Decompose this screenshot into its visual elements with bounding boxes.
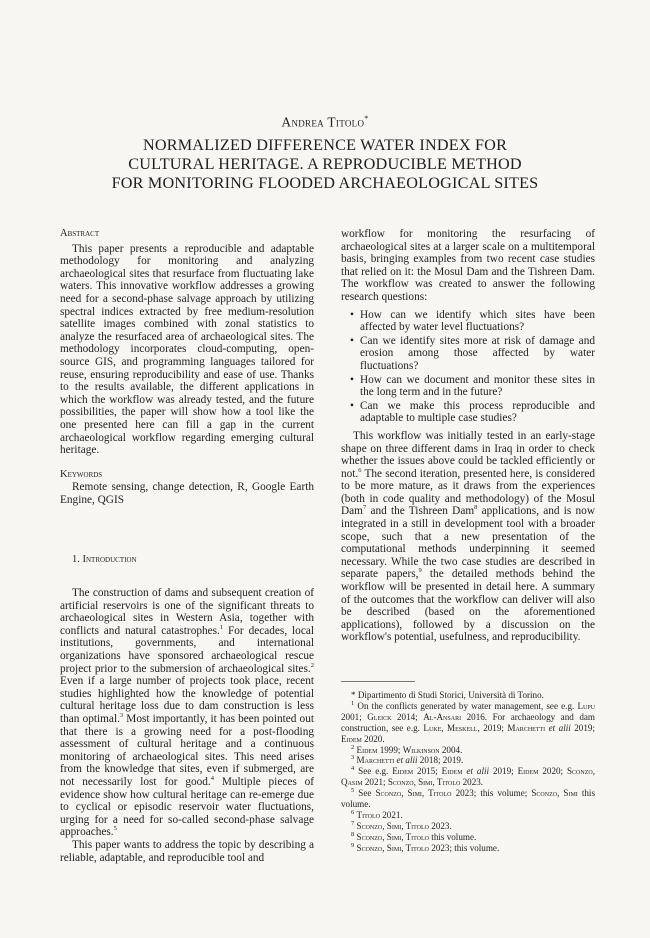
footnote-3 bbox=[341, 755, 595, 766]
cited-author: Titolo bbox=[356, 809, 380, 820]
left-column bbox=[60, 228, 314, 864]
footnote-text: 2016. For archaeology and dam construction, see e.g. bbox=[341, 711, 595, 733]
cited-author: Sconzo, Simi, Titolo bbox=[356, 820, 430, 831]
footnote-ref-7[interactable]: 7 bbox=[362, 504, 367, 512]
footnote-number: 3 bbox=[351, 754, 355, 762]
author-footnote-mark: * bbox=[364, 114, 369, 123]
footnote-5 bbox=[341, 788, 595, 810]
cited-author: Sconzo, Simi bbox=[531, 788, 578, 799]
cited-author: Lupu bbox=[577, 700, 595, 711]
intro-p3-text-3: and the Tishreen Dam bbox=[366, 505, 475, 518]
cited-author: Sconzo, Simi, Titolo bbox=[356, 842, 430, 853]
footnote-text: 2001; bbox=[341, 711, 368, 722]
footnote-number: 7 bbox=[351, 819, 355, 827]
keywords-heading: Keywords bbox=[60, 468, 103, 480]
intro-paragraph-1 bbox=[60, 587, 314, 839]
cited-author: Sconzo, Simi, Titolo bbox=[375, 788, 452, 799]
footnote-italic: et alii bbox=[545, 722, 571, 733]
footnote-9 bbox=[341, 843, 595, 854]
keywords-text: Remote sensing, change detection, R, Google Earth Engine, QGIS bbox=[60, 481, 314, 506]
intro-p1-text-5: Multiple pieces of evidence show how cultural heritage can re-emerge due to cyclical or episodic reservoir water fluctuations, urging for a need for so-called second-phase salvage approaches. bbox=[60, 775, 314, 839]
cited-author: Eidem bbox=[392, 766, 414, 777]
cited-author: Eidem bbox=[356, 744, 378, 755]
intro-p3-text-1: This workflow was initially tested in an early-stage shape on three different dams in Iraq in order to check whether the issues above could be tackled efficiently or not. bbox=[341, 429, 595, 480]
footnotes bbox=[341, 690, 595, 854]
intro-paragraph-3 bbox=[341, 430, 595, 644]
footnote-text: 1999; bbox=[377, 744, 403, 755]
intro-p3-text-5: the detailed methods behind the workflow will be presented in detail here. A summary of the outcomes that the workflow can deliver will also be described (based on the aforementioned applications), followed by a discussion on the workflow's potential, usefulness, and reproducibility. bbox=[341, 568, 595, 644]
footnote-7 bbox=[341, 821, 595, 832]
footnote-text: See e.g. bbox=[358, 766, 393, 777]
footnote-ref-4[interactable]: 4 bbox=[210, 775, 215, 783]
footnote-text: 2019; bbox=[570, 722, 595, 733]
intro-p3-text-4: applications, and is now integrated in a still in development tool with a broader scope, such that a new presentation of the computational methods underpinning it seemed necessary. While the two case studies are described in separate papers, bbox=[341, 505, 595, 581]
cited-author: Gleick bbox=[367, 711, 392, 722]
footnote-number: 2 bbox=[351, 743, 355, 751]
cited-author: Wilkinson bbox=[402, 744, 440, 755]
footnote-number: 6 bbox=[351, 808, 355, 816]
footnote-author: * Dipartimento di Studi Storici, Università di Torino. bbox=[351, 690, 544, 700]
footnote-text: 2020. bbox=[361, 733, 385, 744]
cited-author: Marchetti bbox=[507, 722, 546, 733]
cited-author: Marchetti bbox=[356, 755, 395, 766]
footnote-8 bbox=[341, 832, 595, 843]
footnote-text: , 2019; bbox=[477, 722, 508, 733]
cited-author: Eidem bbox=[441, 766, 463, 777]
footnote-1 bbox=[341, 701, 595, 745]
footnote-text: 2023; this volume. bbox=[429, 842, 500, 853]
footnote-text: See bbox=[358, 788, 376, 799]
title-line-1: NORMALIZED DIFFERENCE WATER INDEX FOR bbox=[142, 136, 508, 154]
article-title bbox=[60, 136, 590, 193]
footnote-text: 2021. bbox=[379, 809, 403, 820]
footnote-text: 2023; this volume; bbox=[451, 788, 532, 799]
cited-author: Sconzo, Qasim bbox=[341, 766, 595, 788]
footnote-number: 1 bbox=[351, 699, 355, 707]
intro-paragraph-2-start: This paper wants to address the topic by describing a reliable, adaptable, and reproducible tool and bbox=[60, 838, 314, 864]
footnote-text: 2018; 2019. bbox=[417, 755, 464, 766]
research-questions-list bbox=[341, 309, 595, 425]
footnote-ref-9[interactable]: 9 bbox=[418, 567, 422, 575]
title-line-3: FOR MONITORING FLOODED ARCHAEOLOGICAL SITES bbox=[111, 174, 539, 192]
footnote-text: 2023. bbox=[460, 777, 484, 788]
footnote-italic: et alii bbox=[394, 755, 418, 766]
cited-author: Sconzo, Simi, Titolo bbox=[356, 831, 430, 842]
cited-author: Sconzo, Simi, Titolo bbox=[387, 777, 461, 788]
author-name: Andrea Titolo bbox=[281, 114, 365, 130]
abstract-heading: Abstract bbox=[60, 228, 100, 239]
research-question: • How can we identify which sites have been affected by water level fluctuations? bbox=[341, 309, 595, 334]
intro-p1-text-4: Most importantly, it has been pointed out that there is a growing need for a post-flooding assessment of cultural heritage and a continuous monitoring of archaeological sites. This need arises from the knowledge that sites, even if submerged, are not necessarily lost for good. bbox=[60, 713, 314, 788]
author-line bbox=[0, 114, 650, 131]
footnote-text: 2020; bbox=[538, 766, 567, 777]
cited-author: Eidem bbox=[341, 733, 362, 744]
footnote-ref-6[interactable]: 6 bbox=[358, 466, 362, 474]
introduction-heading: 1. Introduction bbox=[72, 554, 137, 566]
footnote-text: 2015; bbox=[413, 766, 442, 777]
intro-paragraph-2-continued: workflow for monitoring the resurfacing of archaeological sites at a larger scale on a multitemporal basis, bringing examples from two recent case studies that relied on it: the Mosul Dam and the Tishreen Dam. The workflow was created to answer the following research questions: bbox=[341, 228, 595, 303]
intro-p1-text-2: For decades, local institutions, governments, and international organizations have sponsored archaeological rescue project prior to the submersion of archaeological sites. bbox=[60, 624, 314, 675]
footnote-number: 8 bbox=[351, 830, 355, 838]
cited-author: Eidem bbox=[517, 766, 539, 777]
footnote-6 bbox=[341, 810, 595, 821]
footnote-4 bbox=[341, 766, 595, 788]
abstract-text: This paper presents a reproducible and adaptable methodology for monitoring and analyzing archaeological sites that resurface from fluctuating lake waters. This innovative workflow addresses a growing need for a second-phase salvage approach by utilizing spectral indices extracted by free medium-resolution satellite images combined with zonal statistics to analyze the resurfaced area of archaeological sites. The methodology incorporates cloud-computing, open-source GIS, and programming languages tailored for reuse, ensuring reproducibility and ease of use. Thanks to the results available, the different applications in which the workflow was already tested, and the future possibilities, the paper will show how a tool like the one presented here can fill a gap in the current archaeological workflow regarding emerging cultural heritage. bbox=[60, 242, 314, 457]
research-question: • Can we identify sites more at risk of damage and erosion among those affected by water fluctuations? bbox=[341, 335, 595, 373]
footnote-ref-3[interactable]: 3 bbox=[119, 712, 124, 720]
footnote-ref-5[interactable]: 5 bbox=[113, 825, 117, 833]
intro-p1-text-1: The construction of dams and subsequent creation of artificial reservoirs is one of the significant threats to archaeological sites in Western Asia, together with conflicts and natural catastrophes. bbox=[60, 587, 314, 637]
footnote-text: On the conflicts generated by water management, see e.g. bbox=[357, 700, 578, 711]
footnote-italic: et alii bbox=[462, 766, 490, 777]
footnote-separator bbox=[341, 681, 415, 682]
title-line-2: CULTURAL HERITAGE. A REPRODUCIBLE METHOD bbox=[128, 155, 522, 173]
cited-author: Al-Ansari bbox=[423, 711, 462, 722]
footnote-ref-8[interactable]: 8 bbox=[474, 504, 478, 512]
footnote-number: 5 bbox=[351, 787, 355, 795]
research-question: • How can we document and monitor these sites in the long term and in the future? bbox=[341, 374, 595, 399]
cited-author: Luke, Meskell bbox=[423, 722, 478, 733]
research-question: • Can we make this process reproducible and adaptable to multiple case studies? bbox=[341, 400, 595, 425]
footnote-ref-2[interactable]: 2 bbox=[310, 661, 314, 669]
intro-p3-text-2: The second iteration, presented here, is considered to be more mature, as it draws from the experiences (both in code quality and methodology) of the Mosul Dam bbox=[341, 467, 595, 518]
footnote-number: 9 bbox=[351, 841, 355, 849]
right-column bbox=[341, 228, 595, 854]
footnote-number: 4 bbox=[351, 765, 355, 773]
footnote-text: 2004. bbox=[439, 744, 463, 755]
footnote-text: 2021; bbox=[362, 777, 388, 788]
footnote-text: this volume. bbox=[341, 788, 595, 810]
footnote-text: 2019; bbox=[489, 766, 518, 777]
footnote-2 bbox=[341, 745, 595, 756]
footnote-text: 2014; bbox=[391, 711, 424, 722]
footnote-text: this volume. bbox=[429, 831, 477, 842]
intro-p1-text-3: Even if a large number of projects took place, recent studies highlighted how the knowledge of potential cultural heritage loss due to dam construction is less than optimal. bbox=[60, 675, 314, 725]
footnote-ref-1[interactable]: 1 bbox=[219, 624, 224, 632]
footnote-text: 2023. bbox=[429, 820, 452, 831]
